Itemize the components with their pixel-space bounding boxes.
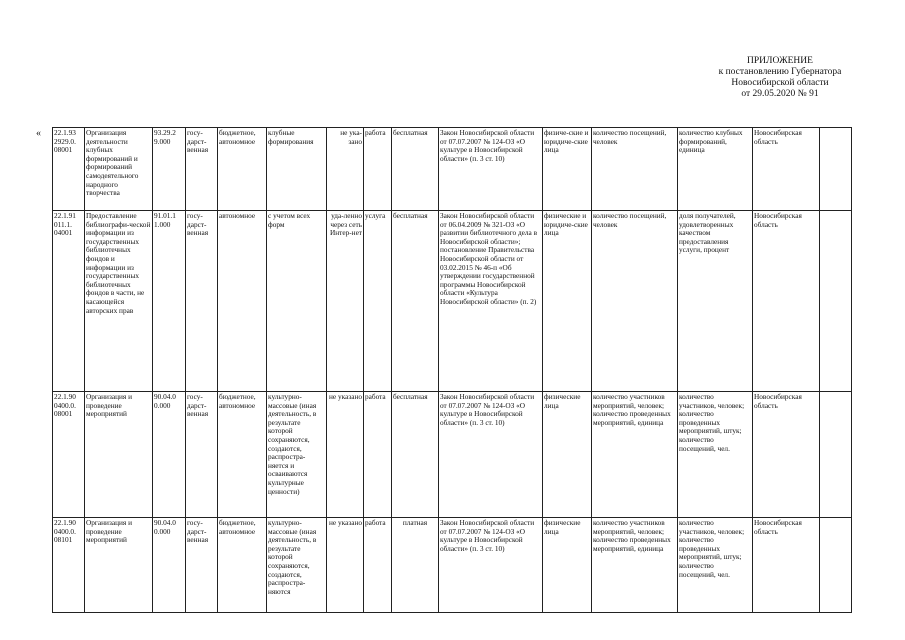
cell-owner: госу-дарст-венная (186, 518, 218, 613)
cell-extra (820, 211, 852, 392)
cell-region: Новосибирская область (753, 128, 820, 211)
cell-okved: 90.04.0 0.000 (153, 392, 186, 518)
cell-quality: доля получателей, удовлетворенных качеством предоставления услуги, процент (678, 211, 753, 392)
cell-quality: количество клубных формирований, единица (678, 128, 753, 211)
cell-pay: платная (392, 518, 439, 613)
cell-volume: количество участников мероприятий, человек; количество проведенных мероприятий, единица (592, 518, 678, 613)
cell-okved: 93.29.2 9.000 (153, 128, 186, 211)
cell-region: Новосибирская область (753, 518, 820, 613)
cell-name: Организация деятельности клубных формирований и формирований самодеятельного народного творчества (85, 128, 153, 211)
cell-pay: бесплатная (392, 128, 439, 211)
cell-content-b: не указано (327, 392, 364, 518)
cell-consumers: физические и юридиче-ские лица (543, 211, 592, 392)
cell-law: Закон Новосибирской области от 07.07.2007 № 124-ОЗ «О культуре в Новосибирской области» (п. 3 ст. 10) (439, 128, 543, 211)
cell-kind: услуга (364, 211, 392, 392)
cell-kind: работа (364, 128, 392, 211)
registry-body (53, 128, 852, 613)
cell-owner: госу-дарст-венная (186, 211, 218, 392)
cell-law: Закон Новосибирской области от 06.04.2009 № 321-ОЗ «О развитии библиотечного дела в Новосибирской области»; постановление Правительства Новосибирской области от 03.02.2015 № 46-п «Об утверждении государственной программы Новосибирской области «Культура Новосибирской области» (п. 2) (439, 211, 543, 392)
cell-pay: бесплатная (392, 211, 439, 392)
cell-org-type: бюджетное, автономное (218, 392, 267, 518)
cell-volume: количество посещений, человек (592, 211, 678, 392)
cell-org-type: бюджетное, автономное (218, 518, 267, 613)
cell-law: Закон Новосибирской области от 07.07.2007 № 124-ОЗ «О культуре в Новосибирской области» (п. 3 ст. 10) (439, 518, 543, 613)
cell-code: 22.1.90 0400.0. 08101 (53, 518, 85, 613)
cell-name: Предоставление библиографи-ческой информации из государственных библиотечных фондов и информации из государственных библиотечных фондов в части, не касающейся авторских прав (85, 211, 153, 392)
cell-extra (820, 518, 852, 613)
cell-name: Организация и проведение мероприятий (85, 392, 153, 518)
cell-pay: бесплатная (392, 392, 439, 518)
cell-quality: количество участников, человек; количество проведенных мероприятий, штук; количество посещений, чел. (678, 518, 753, 613)
cell-kind: работа (364, 518, 392, 613)
cell-owner: госу-дарст-венная (186, 392, 218, 518)
cell-content-a: клубные формирования (267, 128, 327, 211)
cell-org-type: бюджетное, автономное (218, 128, 267, 211)
cell-consumers: физиче-ские и юридиче-ские лица (543, 128, 592, 211)
cell-code: 22.1.93 2929.0. 08001 (53, 128, 85, 211)
table-row (53, 211, 852, 392)
appendix-date: от 29.05.2020 № 91 (741, 89, 819, 99)
cell-kind: работа (364, 392, 392, 518)
cell-content-a: культурно-массовые (иная деятельность, в результате которой сохраняются, создаются, распростра-няется и осваиваются культурные ценности) (267, 392, 327, 518)
appendix-header (700, 56, 860, 100)
appendix-title: ПРИЛОЖЕНИЕ (747, 56, 813, 66)
table-row (53, 392, 852, 518)
cell-content-b: не указано (327, 518, 364, 613)
table-row (53, 518, 852, 613)
opening-quote: « (36, 128, 41, 139)
cell-code: 22.1.90 0400.0. 08001 (53, 392, 85, 518)
cell-okved: 90.04.0 0.000 (153, 518, 186, 613)
cell-content-a: с учетом всех форм (267, 211, 327, 392)
table-row (53, 128, 852, 211)
cell-content-a: культурно-массовые (иная деятельность, в результате которой сохраняются, создаются, распростра-няются (267, 518, 327, 613)
cell-okved: 91.01.1 1.000 (153, 211, 186, 392)
cell-org-type: автономное (218, 211, 267, 392)
cell-law: Закон Новосибирской области от 07.07.2007 № 124-ОЗ «О культуре в Новосибирской области» (п. 3 ст. 10) (439, 392, 543, 518)
cell-consumers: физические лица (543, 392, 592, 518)
registry-table (52, 127, 852, 613)
appendix-region: Новосибирской области (731, 78, 829, 88)
cell-owner: госу-дарст-венная (186, 128, 218, 211)
cell-content-b: не ука-зано (327, 128, 364, 211)
appendix-ref: к постановлению Губернатора (718, 67, 842, 77)
cell-code: 22.1.91 011.1. 04001 (53, 211, 85, 392)
cell-volume: количество посещений, человек (592, 128, 678, 211)
cell-consumers: физические лица (543, 518, 592, 613)
cell-content-b: уда-ленно через сеть Интер-нет (327, 211, 364, 392)
cell-name: Организация и проведение мероприятий (85, 518, 153, 613)
cell-volume: количество участников мероприятий, человек; количество проведенных мероприятий, единица (592, 392, 678, 518)
cell-extra (820, 128, 852, 211)
cell-extra (820, 392, 852, 518)
cell-region: Новосибирская область (753, 211, 820, 392)
cell-region: Новосибирская область (753, 392, 820, 518)
cell-quality: количество участников, человек; количество проведенных мероприятий, штук; количество посещений, чел. (678, 392, 753, 518)
